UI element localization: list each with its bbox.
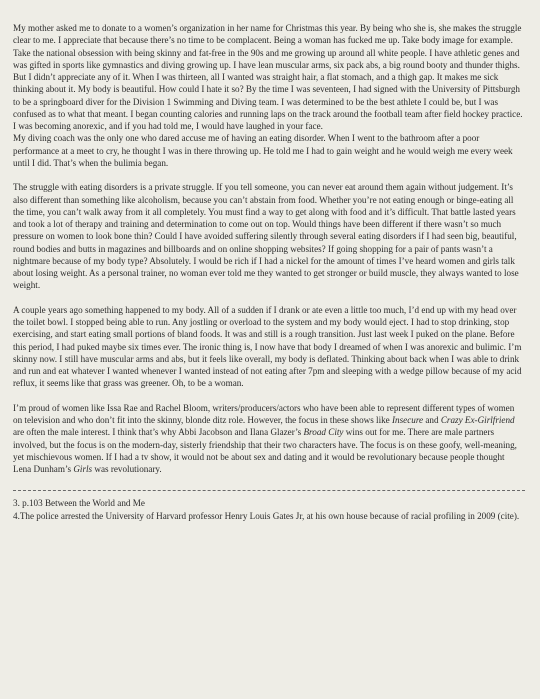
paragraph-gap xyxy=(13,292,525,304)
paragraph-text: A couple years ago something happened to my body. All of a sudden if I drank or ate even a little too much, I’d end up with my head over the toilet bowl. I stopped being able to run. Any jostling or overload to the system and my body would eject. I had to stop drinking, stop exercising, and start eating small portions of bland foods. It was and still is a rough transition. Just last week I puked on the plane. Before this period, I had puked maybe six times ever. The ironic thing is, I now have that body I dreamed of when I was anorexic and bulimic. I’m skinny now. I still have muscular arms and abs, but it feels like overall, my body is deflated. Thinking about back when I was able to drink and run and eat whatever I wanted whenever I wanted instead of not eating after 7pm and sleeping with a wedge pillow because of my acid reflux, it seems like that grass was greener. Oh, to be a woman. xyxy=(13,304,522,389)
paragraph-text: My diving coach was the only one who dared accuse me of having an eating disorder. When I went to the bathroom after a poor performance at a meet to cry, he thought I was in there throwing up. He told me I had to gain weight and he would weigh me every week until I did. That’s when the bulimia began. xyxy=(13,133,513,168)
essay-body xyxy=(13,22,525,475)
paragraph-text: was revolutionary. xyxy=(92,464,162,474)
paragraph-text: are often the male interest. I think that’s why Abbi Jacobson and Ilana Glazer’s xyxy=(13,427,304,438)
footnote-3: 3. p.103 Between the World and Me xyxy=(13,498,145,509)
show-title-broad-city: Broad City xyxy=(303,427,344,438)
show-title-crazy-ex-girlfriend: Crazy Ex-Girlfriend xyxy=(440,415,515,425)
paragraph-text: I’m proud of women like Issa Rae and Rachel Bloom, writers/producers/actors who have been able to represent different types of women on television and who don’t fit into the skinny, blonde ditz role. However, the focus in these shows like xyxy=(13,402,515,425)
paragraph-diving-coach xyxy=(13,132,525,169)
paragraph-text: My mother asked me to donate to a women’s organization in her name for Christmas this year. By being who she is, she makes the struggle clear to me. I appreciate that because there’s no time to be complacent. Being a woman has fucked me up. Take body image for example. Take the national obsession with being skinny and fat-free in the 90s and me growing up around all white people. I have athletic genes and was gifted in sports like gymnastics and diving growing up. I have lean muscular arms, six pack abs, a big round booty and thunder thighs. But I didn’t appreciate any of it. When I was thirteen, all I wanted was straight hair, a flat stomach, and a thigh gap. It makes me sick thinking about it. My body is beautiful. How could I hate it so? By the time I was seventeen, I had signed with the University of Pittsburgh to be a springboard diver for the Division 1 Swimming and Diving team. I was determined to be the best athlete I could be, but I was confused as to what that meant. I began counting calories and running laps on the track around the football team after field hockey practice. I was becoming anorexic, and if you had told me, I would have laughed in your face. xyxy=(13,23,523,131)
footnotes xyxy=(13,497,525,522)
paragraph-text: wins out for me. There are male partners involved, but the focus is on the modern-day, sisterly friendship that their two characters have. The focus is on these goofy, well-meaning, yet mischievous women. If I had a tv show, it would not be about sex and dating and it would be revolutionary because people thought Lena Dunham’s xyxy=(13,427,517,474)
paragraph-body-changes xyxy=(13,304,525,390)
footnote-4: 4.The police arrested the University of Harvard professor Henry Louis Gates Jr, at his own house because of racial profiling in 2009 (cite). xyxy=(13,510,520,521)
footnote-divider xyxy=(13,490,525,491)
paragraph-text: and xyxy=(423,415,441,425)
paragraph-private-struggle xyxy=(13,181,525,291)
paragraph-body-image xyxy=(13,22,525,132)
paragraph-women-on-tv xyxy=(13,402,525,476)
show-title-girls: Girls xyxy=(73,464,93,474)
show-title-insecure: Insecure xyxy=(392,415,424,425)
paragraph-gap xyxy=(13,390,525,402)
paragraph-gap xyxy=(13,169,525,181)
paragraph-text: The struggle with eating disorders is a private struggle. If you tell someone, you can never eat around them again without judgement. It’s also different than something like alcoholism, because you can’t abstain from food. Whether you’re not eating enough or binge-eating all the time, you can’t walk away from it all completely. You must find a way to get along with food and it’s difficult. That battle lasted years and took a lot of therapy and training and determination to come out on top. Would things have been different if there wasn’t so much pressure on women to look bone thin? Could I have avoided suffering silently through several eating disorders if I had seen big, beautiful, round bodies and butts in magazines and billboards and on online shopping websites? If going shopping for a pair of pants wasn’t a nightmare because of my body type? Absolutely. I would be rich if I had a nickel for the amount of times I’ve heard women and girls talk about losing weight. As a personal trainer, no woman ever told me they wanted to get stronger or build muscle, they always wanted to lose weight. xyxy=(13,182,519,291)
